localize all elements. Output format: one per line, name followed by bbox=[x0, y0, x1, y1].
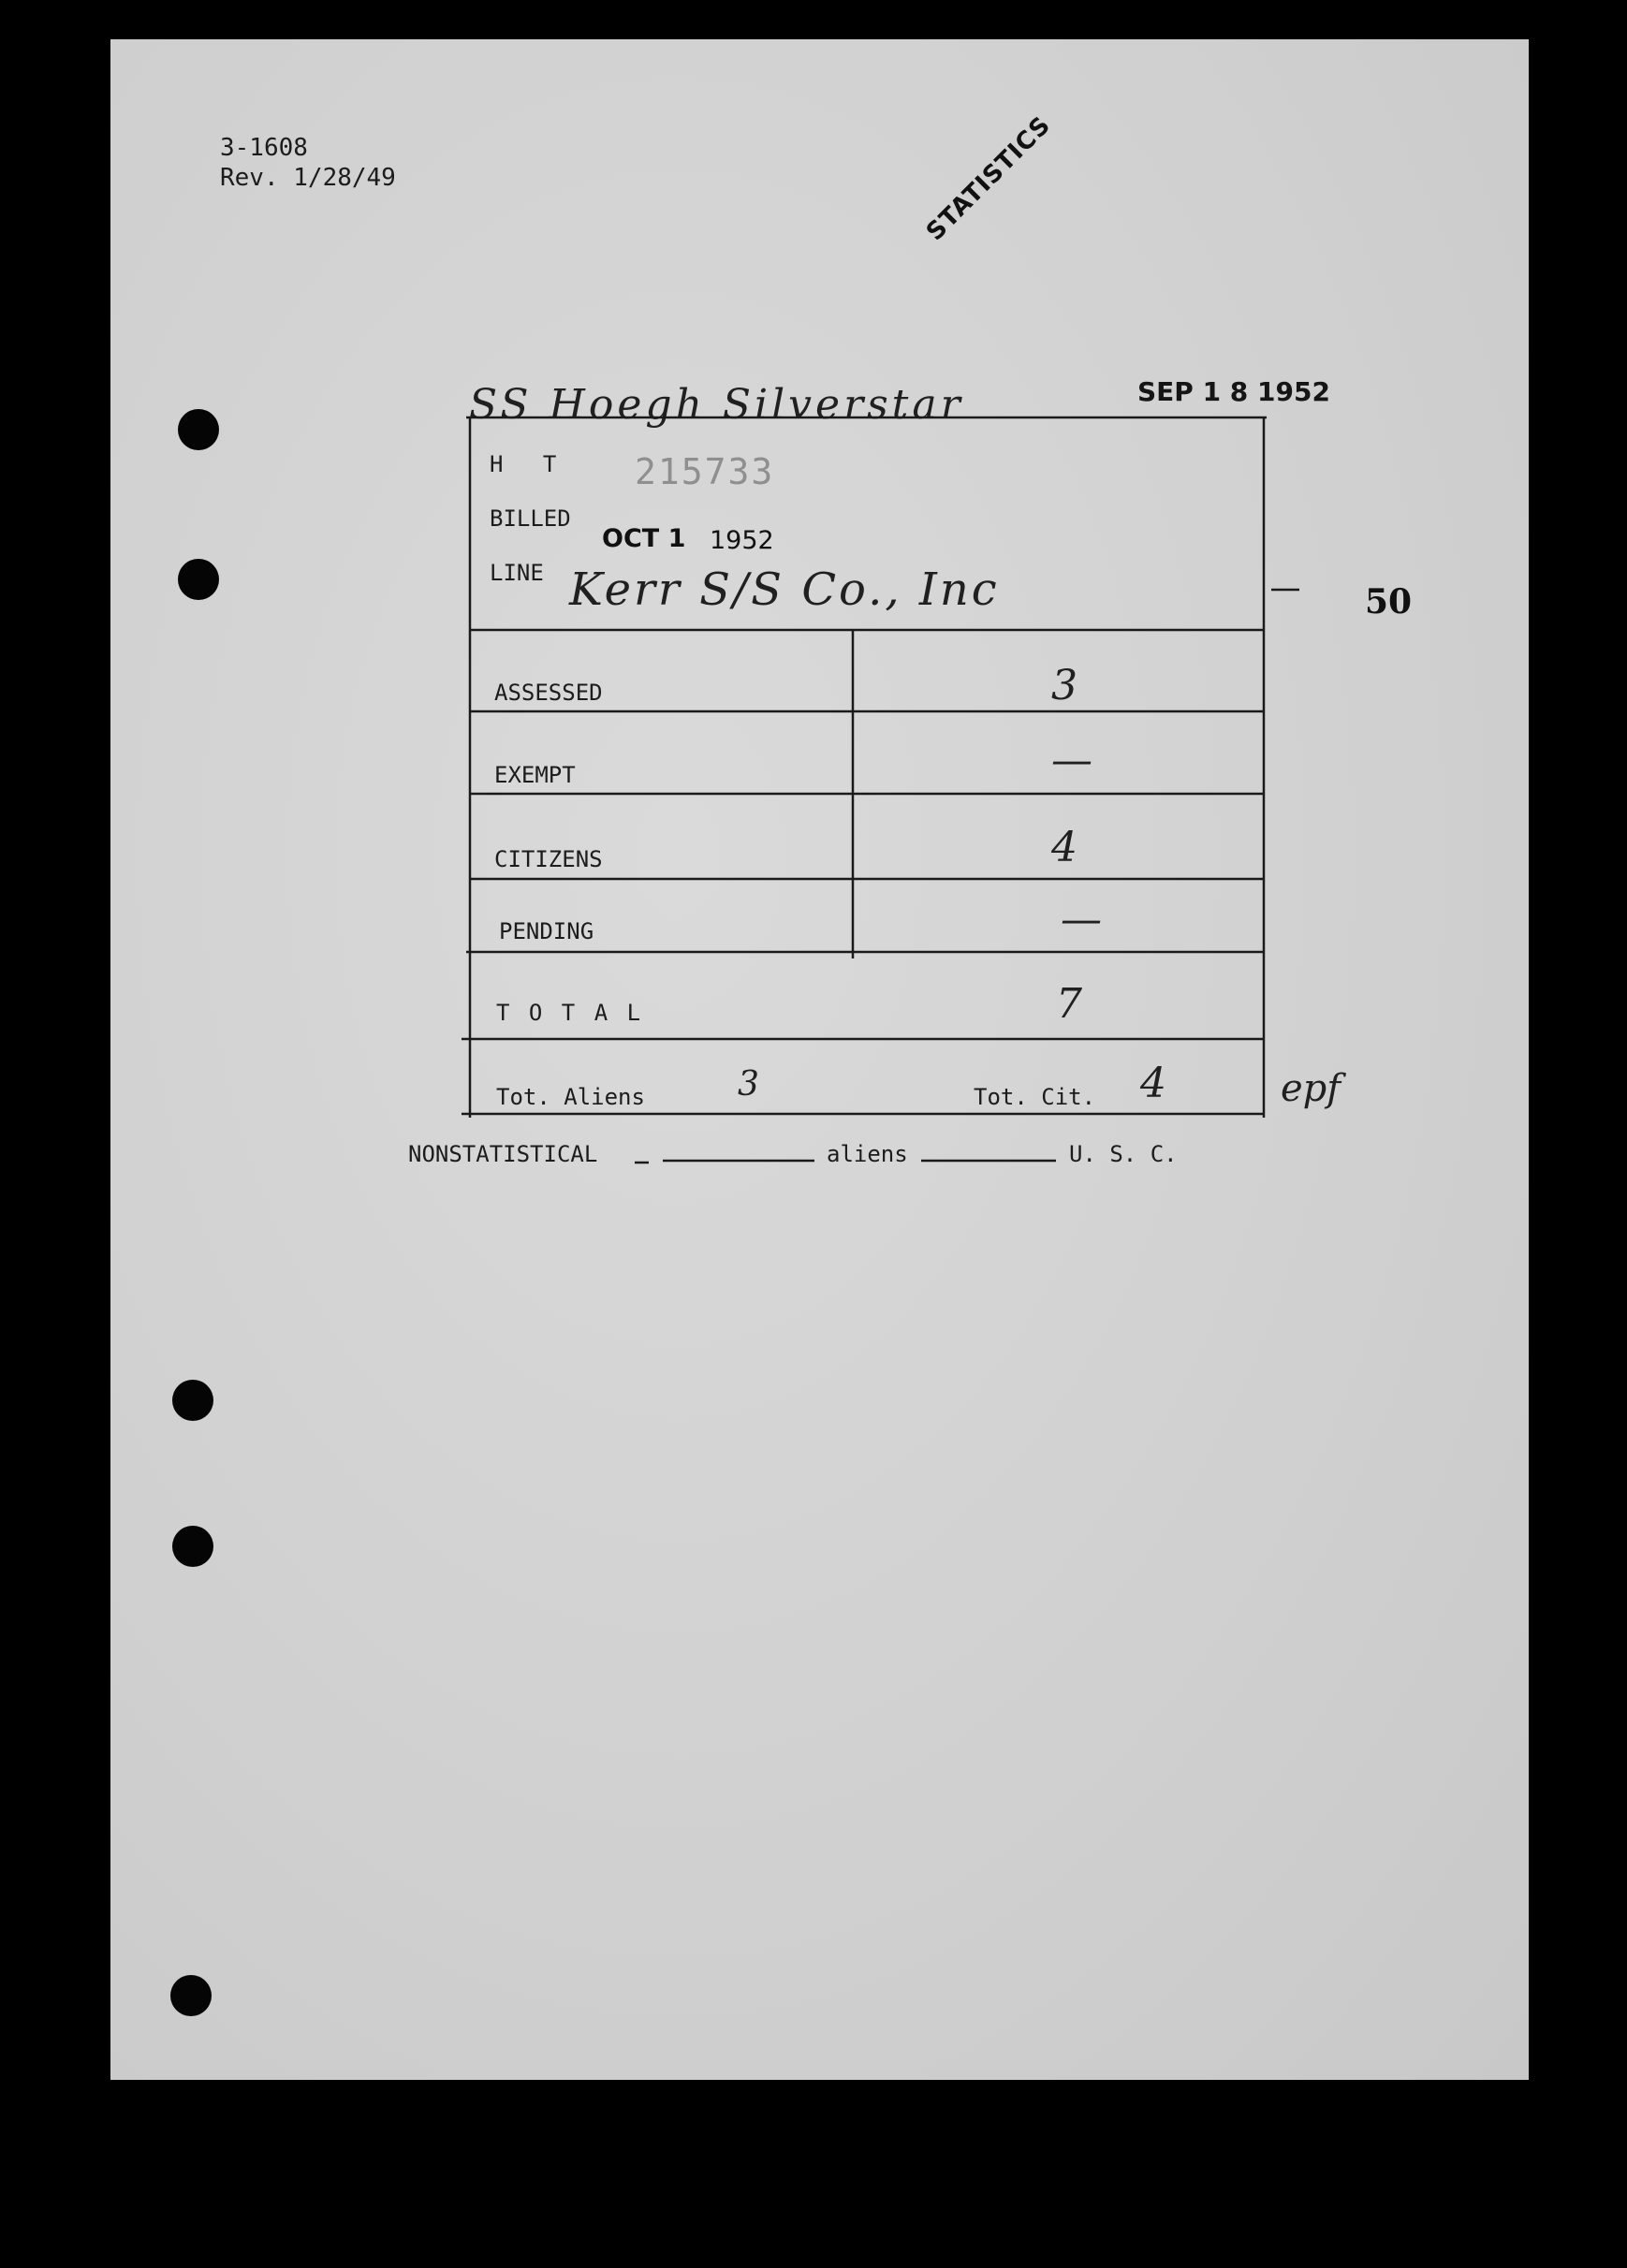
document-page bbox=[110, 39, 1529, 2080]
form-number: 3-1608 bbox=[220, 134, 308, 162]
nonstatistical-aliens-label: aliens bbox=[827, 1141, 908, 1167]
vessel-name: SS Hoegh Silverstar bbox=[469, 381, 964, 429]
form-revision: Rev. 1/28/49 bbox=[220, 164, 396, 192]
line-value: Kerr S/S Co., Inc bbox=[569, 563, 1000, 616]
binder-hole bbox=[172, 1526, 213, 1567]
billed-year: 1952 bbox=[710, 526, 774, 555]
total-label: T O T A L bbox=[496, 1000, 644, 1026]
row-value-citizens: 4 bbox=[1051, 824, 1077, 871]
row-value-pending: — bbox=[1061, 896, 1102, 944]
binder-hole bbox=[178, 409, 219, 450]
row-label-citizens: CITIZENS bbox=[494, 846, 603, 872]
binder-hole bbox=[172, 1380, 213, 1421]
initials: epf bbox=[1281, 1067, 1341, 1110]
ht-label: H T bbox=[490, 451, 570, 477]
total-value: 7 bbox=[1056, 980, 1082, 1028]
binder-hole bbox=[170, 1975, 212, 2016]
page-number: 50 bbox=[1365, 582, 1413, 622]
billed-date: OCT 1 bbox=[602, 524, 686, 553]
row-value-exempt: — bbox=[1051, 737, 1092, 784]
form-grid bbox=[110, 39, 1529, 2080]
binder-hole bbox=[178, 559, 219, 600]
row-value-assessed: 3 bbox=[1051, 662, 1077, 710]
line-label: LINE bbox=[490, 560, 544, 586]
date-stamp: SEP 1 8 1952 bbox=[1137, 376, 1330, 407]
nonstatistical-label: NONSTATISTICAL bbox=[408, 1141, 598, 1167]
tot-aliens-label: Tot. Aliens bbox=[496, 1084, 645, 1110]
row-label-pending: PENDING bbox=[499, 918, 594, 944]
ht-number: 215733 bbox=[635, 451, 775, 492]
row-label-exempt: EXEMPT bbox=[494, 762, 576, 788]
nonstatistical-usc-label: U. S. C. bbox=[1069, 1141, 1178, 1167]
statistics-stamp: STATISTICS bbox=[921, 110, 1057, 247]
billed-label: BILLED bbox=[490, 505, 571, 532]
row-label-assessed: ASSESSED bbox=[494, 680, 603, 706]
tot-cit-value: 4 bbox=[1140, 1060, 1166, 1107]
tot-cit-label: Tot. Cit. bbox=[974, 1084, 1096, 1110]
tot-aliens-value: 3 bbox=[738, 1065, 759, 1104]
